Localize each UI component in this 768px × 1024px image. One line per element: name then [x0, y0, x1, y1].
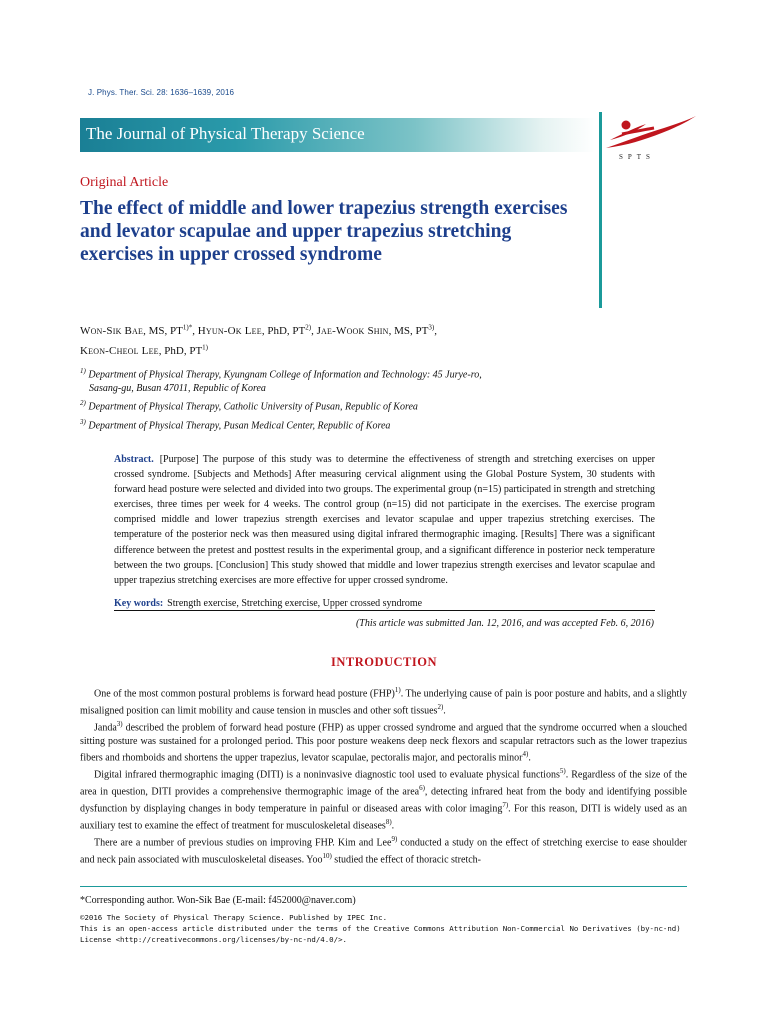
license-block	[80, 912, 687, 945]
affiliation: $^{1)}$ Department of Physical Therapy, Kyungnam College of Information and Technology: 45 Jurye-ro, Sasang-gu, Busan 47011, Republic of Korea	[80, 367, 482, 395]
affiliation: $^{2)}$ Department of Physical Therapy, Catholic University of Pusan, Republic of Korea	[80, 399, 418, 413]
reference-marker: 6)	[419, 784, 425, 793]
abstract	[114, 452, 655, 588]
keywords	[114, 598, 655, 609]
body-paragraph: One of the most common postural problems is forward head posture (FHP)$^{1)}$. The underlying cause of pain is poor posture and habits, and a slightly misaligned position can limit mobility and cause tension in muscles and other soft tissues$^{2)}$.	[80, 686, 687, 717]
reference-marker: 5)	[559, 767, 566, 776]
article-title: The effect of middle and lower trapezius strength exercises and levator scapulae and upper trapezius stretching exercises in upper crossed syndrome	[80, 198, 568, 265]
abstract-label: Abstract.	[114, 454, 154, 465]
body-paragraph: Digital infrared thermographic imaging (DITI) is a noninvasive diagnostic tool used to evaluate physical functions$^{5)}$. Regardless of the size of the area in question, DITI provides a comprehensive thermographic image of the area$^{6)}$, detecting infrared heat from the body and identifying possible dysfunction by displaying changes in body temperature in painful or diseased areas with color imaging$^{7)}$. For this reason, DITI is widely used as an auxiliary test to examine the effect of treatment for musculoskeletal diseases$^{8)}$.	[80, 767, 688, 832]
reference-marker: 7)	[502, 801, 509, 810]
author: Jae-Wook Shin, MS, PT$^{3)}$,	[316, 323, 437, 337]
reference-marker: 10)	[322, 851, 332, 860]
reference-marker: 2)	[437, 702, 444, 711]
author: Hyun-Ok Lee, PhD, PT$^{2)}$,	[197, 323, 317, 337]
journal-band	[80, 118, 595, 152]
affiliation: $^{3)}$ Department of Physical Therapy, Pusan Medical Center, Republic of Korea	[80, 417, 391, 431]
corresponding-author: *Corresponding author. Won-Sik Bae (E-mail: f452000@naver.com)	[80, 895, 356, 906]
keywords-label: Key words:	[114, 598, 164, 609]
teal-vertical-rule	[599, 112, 602, 308]
journal-name: The Journal of Physical Therapy Science	[86, 124, 365, 143]
logo-text: SPTS	[619, 153, 655, 161]
abstract-rule	[114, 610, 655, 611]
keywords-text: Strength exercise, Stretching exercise, Upper crossed syndrome	[167, 598, 423, 609]
body-paragraph: Janda$^{3)}$ described the problem of forward head posture (FHP) as upper crossed syndrome and argued that the syndrome occurred when a slouched sitting posture was sustained for a prolonged period. This poor posture weakens deep neck flexors and scapular retractors such as the lower trapezius fibers and rhomboids and shortens the upper trapezius, levator scapulae, pectoralis major, and pectoralis minor$^{4)}$.	[80, 719, 687, 764]
reference-marker: 9)	[391, 834, 398, 843]
reference-marker: 1)	[394, 686, 401, 694]
introduction-body	[80, 684, 687, 867]
article-type: Original Article	[80, 175, 169, 190]
reference-marker: 8)	[385, 818, 392, 827]
copyright-line: ©2016 The Society of Physical Therapy Science. Published by IPEC Inc.	[80, 913, 388, 922]
abstract-text: [Purpose] The purpose of this study was to determine the effectiveness of strength and stretching exercises on upper crossed syndrome. [Subjects and Methods] After measuring cervical alignment using the Global Posture System, 30 students with forward head posture were selected and divided into two groups. The experimental group (n=15) participated in strength and stretching exercises, three times per week for 4 weeks. The control group (n=15) did not participate in the exercises. The exercise program comprised middle and lower trapezius strength exercises and levator scapulae and upper trapezius stretching exercises. The temperature of the posterior neck was then measured using digital infrared thermographic imaging. [Results] There was a significant difference between the pretest and posttest results in the experimental group, and a significant difference in posterior neck temperature between the two groups. [Conclusion] This study showed that middle and lower trapezius strength exercises and levator scapulae and upper trapezius stretching exercises are more effective for upper crossed syndrome.	[114, 454, 655, 586]
section-heading-introduction: INTRODUCTION	[330, 655, 437, 669]
license-line: This is an open-access article distributed under the terms of the Creative Commons Attribution Non-Commercial No Derivatives (by-nc-nd)	[80, 924, 681, 933]
author: Won-Sik Bae, MS, $PT^{1)*}$,	[80, 323, 198, 337]
license-line: License <http://creativecommons.org/licenses/by-nc-nd/4.0/>.	[80, 935, 347, 944]
author: Keon-Cheol Lee, PhD, PT$^{1)}$	[80, 343, 209, 358]
citation: J. Phys. Ther. Sci. 28: 1636–1639, 2016	[88, 88, 235, 97]
author-list	[80, 319, 600, 360]
body-paragraph: There are a number of previous studies on improving FHP. Kim and Lee$^{9)}$ conducted a study on the effect of stretching exercise to ease shoulder and neck pain associated with musculoskeletal diseases. Yoo$^{10)}$ studied the effect of thoracic stretch-	[80, 834, 687, 866]
submission-note: (This article was submitted Jan. 12, 2016, and was accepted Feb. 6, 2016)	[355, 618, 654, 629]
footnote-rule	[80, 886, 687, 887]
reference-marker: 4)	[522, 750, 529, 759]
affiliations	[80, 364, 600, 433]
reference-marker: 3)	[116, 719, 123, 728]
